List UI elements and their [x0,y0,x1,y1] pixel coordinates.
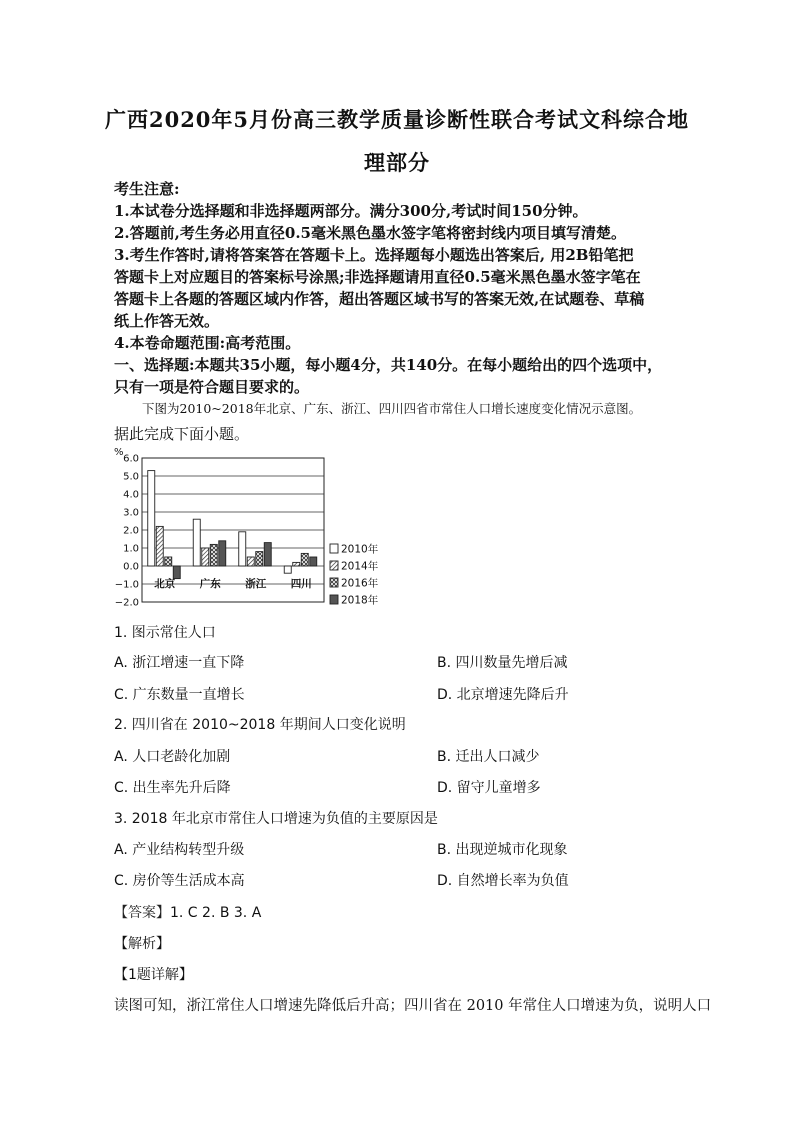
option-d: D. 北京增速先降后升 [437,687,569,703]
y-tick-label: −1.0 [114,579,139,591]
analysis-tag: 【解析】 [114,936,170,952]
option-c: C. 广东数量一直增长 [114,687,245,703]
bar-2018年 [310,557,317,566]
notice-line: 2.答题前,考生务必用直径0.5毫米黑色墨水签字笔将密封线内项目填写清楚。 [114,224,626,242]
legend-label: 2016年 [341,577,379,590]
bar-2014年 [247,557,254,566]
bar-2016年 [301,553,308,566]
bar-2014年 [156,526,163,566]
bar-2018年 [264,543,271,566]
bar-2016年 [210,544,217,566]
notice-line: 4.本卷命题范围:高考范围。 [114,334,301,352]
legend-swatch [330,561,338,570]
question-stem: 1. 图示常住人口 [114,625,216,641]
bar-2010年 [148,471,155,566]
category-label: 广东 [199,578,221,590]
y-tick-label: 2.0 [123,525,139,537]
bar-2016年 [165,557,172,566]
answer-text: 1. C 2. B 3. A [170,905,262,921]
y-tick-label: 5.0 [123,471,139,483]
category-label: 北京 [154,578,176,590]
detail-tag: 【1题详解】 [114,967,193,983]
section-heading-line2: 只有一项是符合题目要求的。 [114,378,310,396]
notice-heading: 考生注意: [114,180,180,198]
legend-label: 2010年 [341,543,379,556]
document-title-line1: 广西2020年5月份高三教学质量诊断性联合考试文科综合地 [104,107,690,132]
option-b: B. 迁出人口减少 [437,749,540,765]
bar-2010年 [284,566,291,573]
population-growth-chart [112,446,402,610]
category-label: 四川 [290,578,312,590]
y-tick-label: 0.0 [123,561,139,573]
notice-line: 1.本试卷分选择题和非选择题两部分。满分300分,考试时间150分钟。 [114,202,588,220]
legend-swatch [330,595,338,604]
option-d: D. 自然增长率为负值 [437,873,569,889]
intro-text: 下图为2010~2018年北京、广东、浙江、四川四省市常住人口增长速度变化情况示意图。 [142,401,642,416]
bar-2010年 [193,519,200,566]
y-axis-unit: % [114,447,124,458]
option-a: A. 人口老龄化加剧 [114,749,231,765]
option-b: B. 出现逆城市化现象 [437,842,568,858]
option-c: C. 出生率先升后降 [114,780,231,796]
bar-2018年 [173,566,180,579]
notice-line: 答题卡上各题的答题区域内作答，超出答题区域书写的答案无效,在试题卷、草稿 [114,290,645,308]
category-label: 浙江 [245,578,267,590]
legend-swatch [330,544,338,553]
option-a: A. 浙江增速一直下降 [114,655,245,671]
legend-swatch [330,578,338,587]
answer-line [114,902,261,924]
legend-label: 2018年 [341,594,379,607]
y-tick-label: 6.0 [123,453,139,465]
bar-2016年 [256,552,263,566]
option-d: D. 留守儿童增多 [437,780,541,796]
document-title-line2: 理部分 [364,150,430,175]
notice-line: 3.考生作答时,请将答案答在答题卡上。选择题每小题选出答案后, 用2B铅笔把 [114,246,634,264]
y-tick-label: 3.0 [123,507,139,519]
y-tick-label: −2.0 [114,597,139,609]
question-stem: 3. 2018 年北京市常住人口增速为负值的主要原因是 [114,811,438,827]
legend-label: 2014年 [341,560,379,573]
question-stem: 2. 四川省在 2010~2018 年期间人口变化说明 [114,717,406,733]
notice-line: 答题卡上对应题目的答案标号涂黑;非选择题请用直径0.5毫米黑色墨水签字笔在 [114,268,641,286]
y-tick-label: 4.0 [123,489,139,501]
bar-2014年 [293,562,300,566]
explanation-text: 读图可知，浙江常住人口增速先降低后升高；四川省在 2010 年常住人口增速为负，说明人口 [114,998,712,1014]
y-tick-label: 1.0 [123,543,139,555]
intro-text-2: 据此完成下面小题。 [114,425,250,443]
option-a: A. 产业结构转型升级 [114,842,245,858]
option-c: C. 房价等生活成本高 [114,873,245,889]
bar-2010年 [239,532,246,566]
section-heading-line1: 一、选择题:本题共35小题，每小题4分，共140分。在每小题给出的四个选项中， [114,356,663,374]
answer-tag: 【答案】 [114,905,170,921]
option-b: B. 四川数量先增后减 [437,655,568,671]
bar-2018年 [219,541,226,566]
notice-line: 纸上作答无效。 [114,312,220,330]
bar-2014年 [202,548,209,566]
